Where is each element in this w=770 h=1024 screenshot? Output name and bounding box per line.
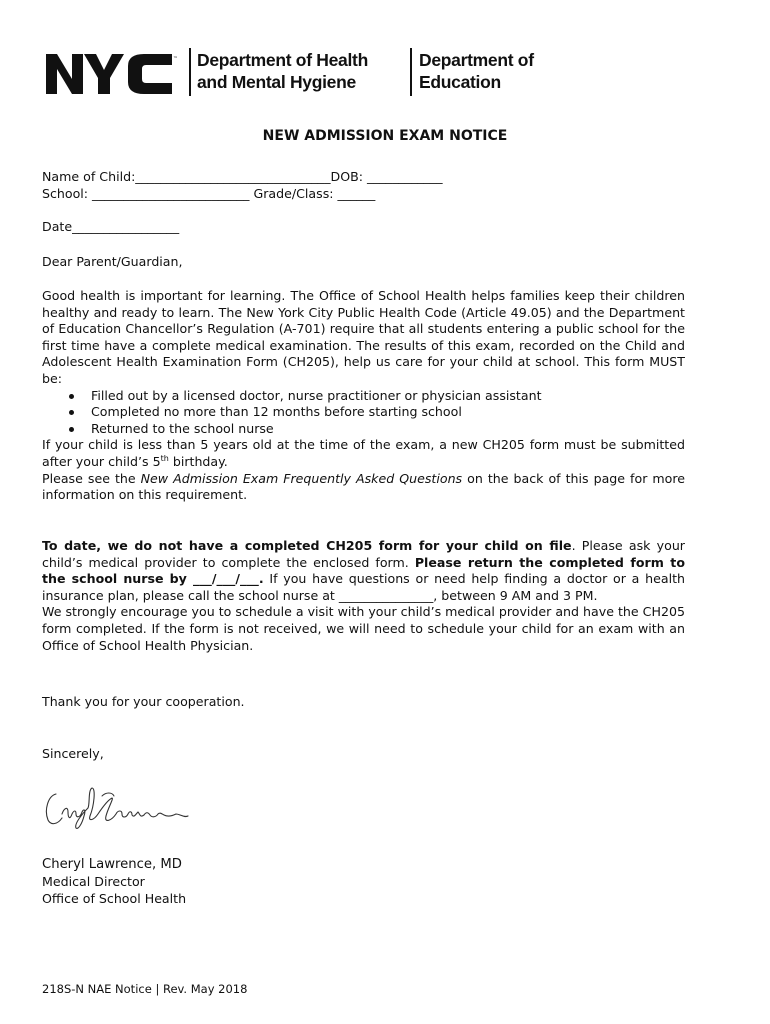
- missing-form-notice: To date, we do not have a completed CH205 form for your child on file: [42, 538, 572, 553]
- list-item: Completed no more than 12 months before starting school: [42, 404, 685, 421]
- letterhead-divider: [410, 48, 412, 96]
- paragraph-missing-form: [42, 538, 685, 604]
- paragraph-requirements: Good health is important for learning. The Office of School Health helps families keep their children healthy and ready to learn. The New York City Public Health Code (Article 49.05) and the Department of Education Chancellor’s Regulation (A-701) require that all students entering a public school for the first time have a complete medical examination. The results of this exam, recorded on the Child and Adolescent Health Examination Form (CH205), help us care for your child at school. This form MUST be:: [42, 288, 685, 386]
- contact-nurse-text: If you have questions or need help finding a doctor or a health insurance plan, please call the school nurse at _______________, between 9 AM and 3 PM.: [42, 571, 685, 603]
- list-item: Returned to the school nurse: [42, 421, 685, 438]
- school-grade-line: School: _________________________ Grade/Class: ______: [42, 185, 376, 201]
- agency-health-line2: and Mental Hygiene: [197, 72, 356, 92]
- letterhead-divider: [189, 48, 191, 96]
- signature: [42, 784, 192, 832]
- requirement-list: [42, 388, 685, 438]
- superscript-th: th: [160, 453, 169, 463]
- letter-body: [42, 288, 685, 504]
- date-line: Date_________________: [42, 219, 180, 234]
- missing-form-text: . Please ask your child’s medical provider to complete the enclosed form.: [42, 538, 685, 570]
- return-by-date: Please return the completed form to the school nurse by ___/___/___.: [42, 554, 685, 587]
- salutation: Dear Parent/Guardian,: [42, 254, 183, 269]
- letter-body-second: [42, 538, 685, 654]
- child-name-dob-line: Name of Child:_______________________________DOB: ____________: [42, 169, 443, 184]
- document-title: NEW ADMISSION EXAM NOTICE: [262, 128, 508, 144]
- signer-name: Cheryl Lawrence, MD: [42, 857, 182, 872]
- nyc-logo: [46, 52, 178, 96]
- letterhead: [46, 48, 566, 98]
- thanks-line: Thank you for your cooperation.: [42, 694, 245, 709]
- faq-title: New Admission Exam Frequently Asked Questions: [140, 470, 463, 486]
- agency-education-name: [419, 49, 534, 93]
- agency-health-line1: Department of Health: [197, 50, 368, 70]
- signer-office: Office of School Health: [42, 891, 187, 906]
- agency-education-line2: Education: [419, 72, 501, 92]
- age-note-end: birthday.: [168, 453, 228, 469]
- signer-title: Medical Director: [42, 874, 145, 889]
- paragraph-encourage-visit: We strongly encourage you to schedule a visit with your child’s medical provider and have the CH205 form completed. If the form is not received, we will need to schedule your child for an exam with an Office of School Health Physician.: [42, 604, 685, 653]
- signer-block: [42, 856, 685, 907]
- child-info-fields: [42, 169, 685, 202]
- faq-pre: Please see the: [42, 470, 141, 486]
- paragraph-age-note: [42, 437, 685, 470]
- closing: Sincerely,: [42, 746, 104, 761]
- faq-post: on the back of this page for more information on this requirement.: [42, 470, 686, 503]
- list-item: Filled out by a licensed doctor, nurse practitioner or physician assistant: [42, 388, 685, 405]
- footer-revision: 218S-N NAE Notice | Rev. May 2018: [42, 982, 248, 996]
- age-note-text: If your child is less than 5 years old at the time of the exam, a new CH205 form must be submitted after your child’s 5: [42, 437, 685, 469]
- agency-health-name: [197, 49, 368, 93]
- agency-education-line1: Department of: [419, 50, 534, 70]
- svg-text:™: ™: [173, 56, 178, 62]
- paragraph-faq-reference: [42, 471, 685, 504]
